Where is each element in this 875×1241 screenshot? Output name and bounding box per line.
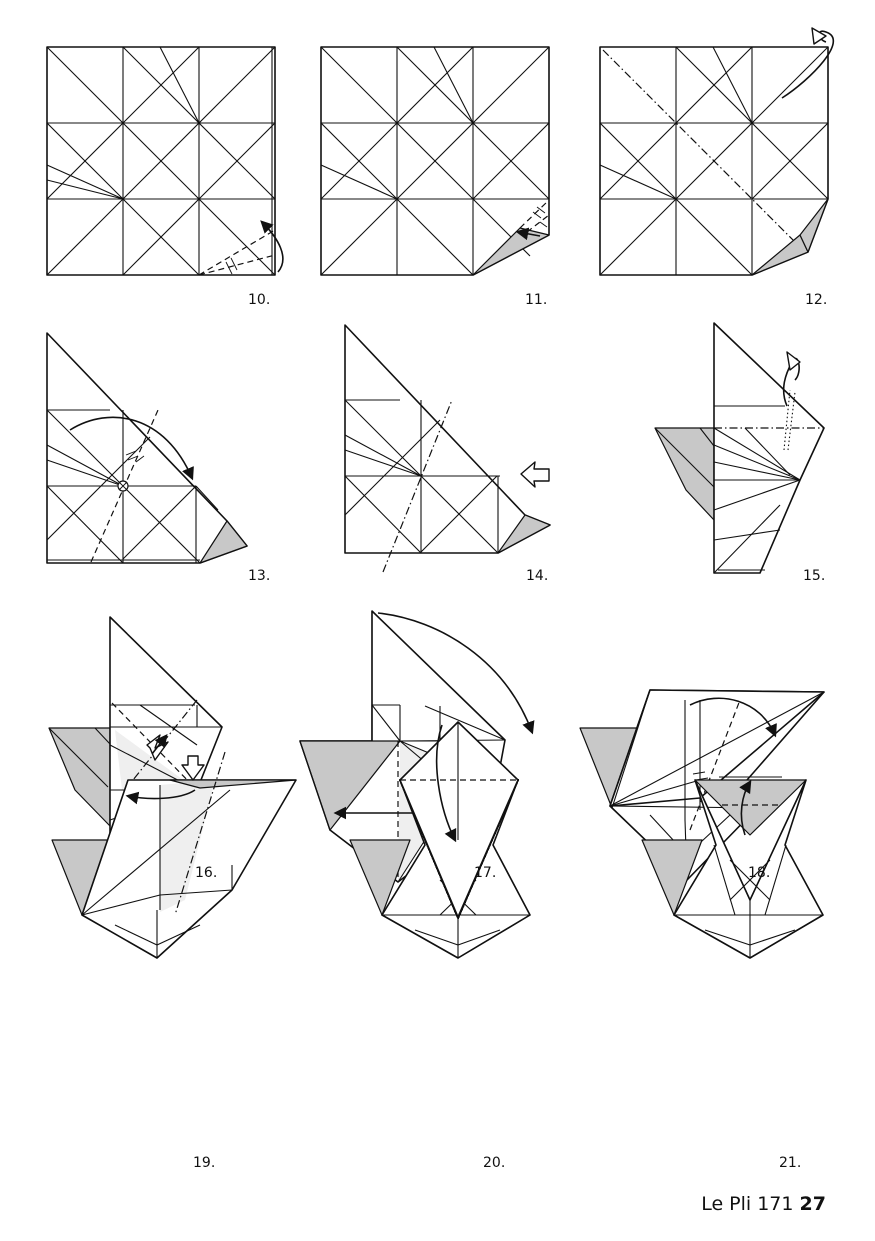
step-14-diagram bbox=[345, 325, 550, 572]
step-label-19: 19. bbox=[193, 1155, 216, 1171]
step-13-diagram bbox=[47, 333, 247, 563]
step-11-diagram bbox=[321, 47, 549, 275]
step-label-14: 14. bbox=[526, 568, 549, 584]
step-15-diagram bbox=[655, 323, 824, 573]
step-label-11: 11. bbox=[525, 292, 548, 308]
step-label-13: 13. bbox=[248, 568, 271, 584]
step-label-10: 10. bbox=[248, 292, 271, 308]
step-label-21: 21. bbox=[779, 1155, 802, 1171]
step-10-diagram bbox=[47, 47, 283, 275]
step-label-15: 15. bbox=[803, 568, 826, 584]
page-number: 27 bbox=[799, 1193, 826, 1215]
page-footer bbox=[701, 1193, 826, 1215]
step-17-diagram bbox=[300, 611, 532, 882]
step-label-18: 18. bbox=[748, 865, 771, 881]
publication-title: Le Pli 171 bbox=[701, 1193, 794, 1215]
step-12-diagram bbox=[600, 28, 833, 275]
step-label-17: 17. bbox=[474, 865, 497, 881]
step-label-16: 16. bbox=[195, 865, 218, 881]
step-label-12: 12. bbox=[805, 292, 828, 308]
step-label-20: 20. bbox=[483, 1155, 506, 1171]
